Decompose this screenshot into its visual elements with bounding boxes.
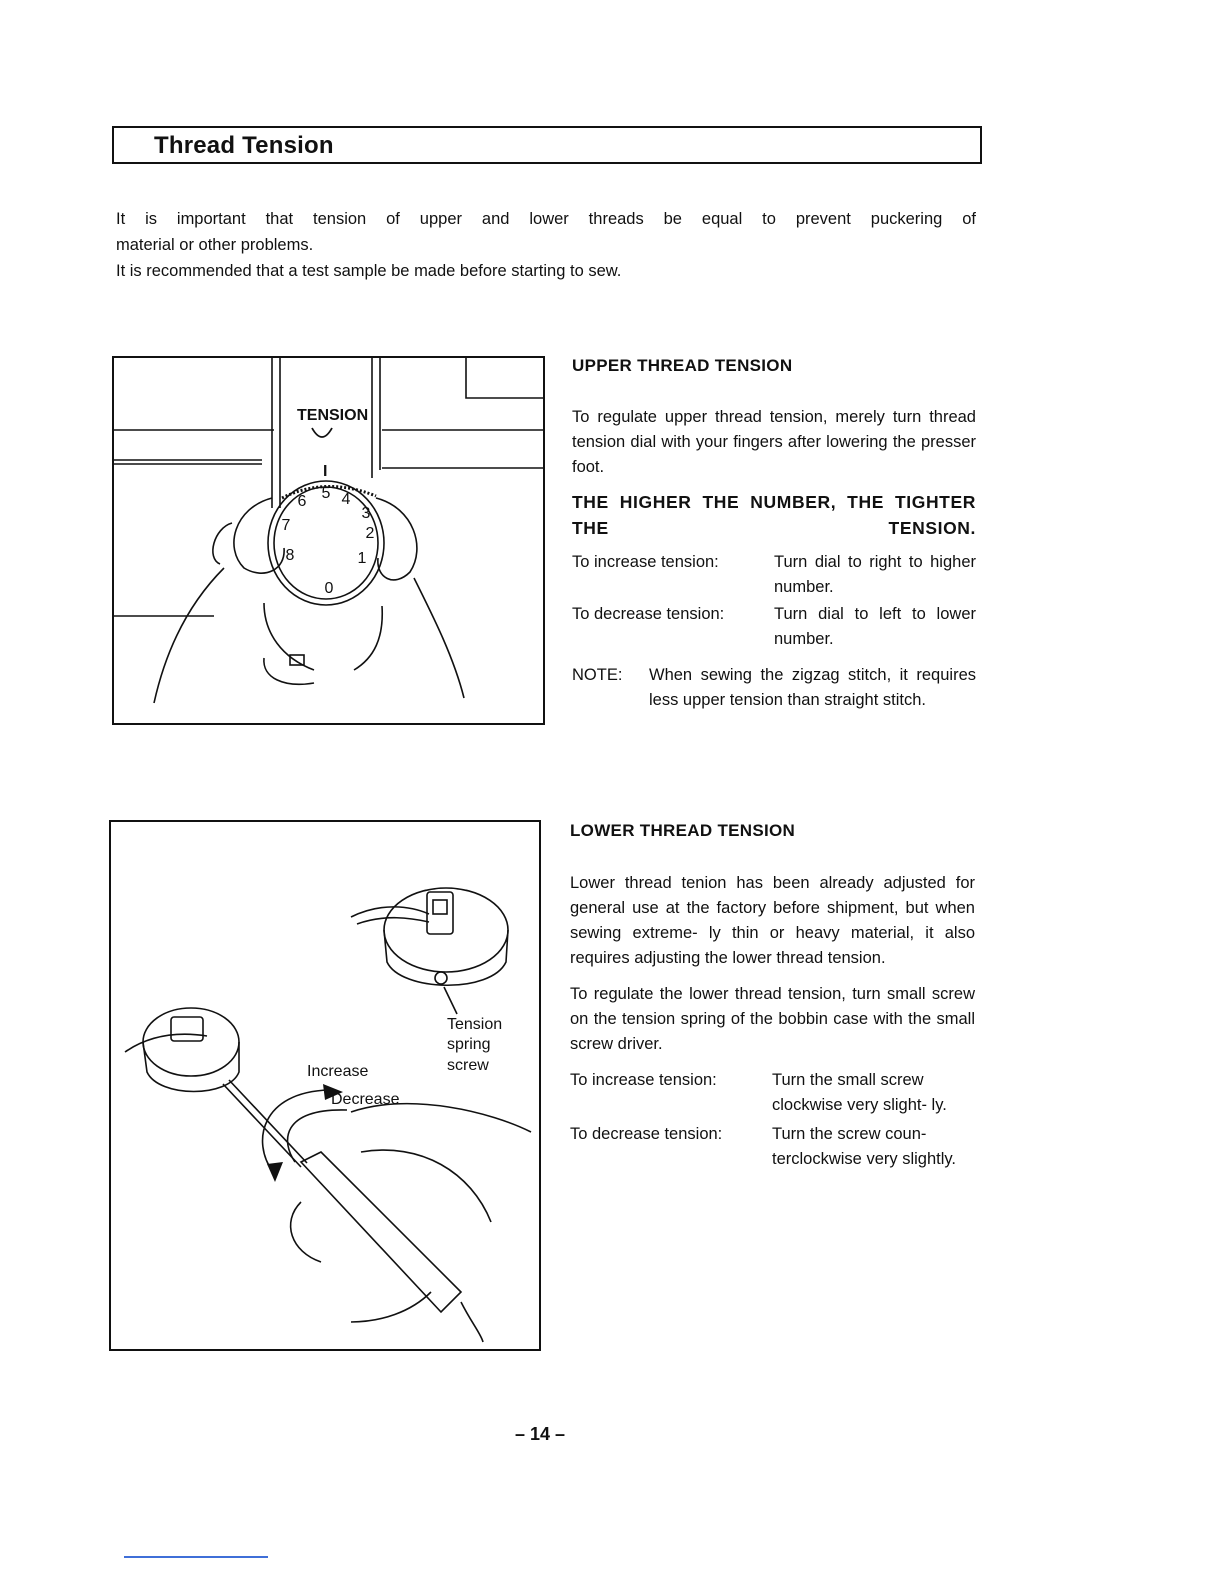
intro-line-2: material or other problems.	[116, 236, 314, 254]
upper-decrease-value: Turn dial to left to lower number.	[774, 605, 976, 648]
dial-label: TENSION	[297, 407, 369, 424]
lower-decrease-row	[570, 1122, 975, 1172]
increase-label: Increase	[307, 1063, 369, 1080]
footer-rule	[124, 1556, 268, 1558]
bobbin-case-illustration	[111, 822, 539, 1349]
lower-tension-section	[570, 818, 975, 1172]
dial-number-7: 7	[281, 517, 291, 534]
upper-tension-section	[572, 353, 976, 713]
intro-text	[116, 206, 976, 284]
turn-arrow-icon	[312, 428, 332, 437]
upper-increase-label: To increase tension:	[572, 553, 719, 571]
upper-increase-value: Turn dial to right to higher number.	[774, 553, 976, 596]
upper-increase-row	[572, 550, 976, 600]
note-label: NOTE:	[572, 666, 623, 684]
section-title: Thread Tension	[154, 132, 334, 159]
upper-tension-figure	[112, 356, 545, 725]
lower-increase-row	[570, 1068, 975, 1118]
lower-tension-figure	[109, 820, 541, 1351]
upper-decrease-row	[572, 602, 976, 652]
spring-label-line-1: Tension	[447, 1016, 503, 1033]
intro-line-3: It is recommended that a test sample be made before starting to sew.	[116, 262, 622, 280]
dial-number-8: 8	[285, 547, 295, 564]
lower-increase-label: To increase tension:	[570, 1071, 717, 1089]
dial-number-4: 4	[341, 491, 351, 508]
upper-tension-emphasis: THE HIGHER THE NUMBER, THE TIGHTER THE TENSION.	[572, 492, 976, 538]
lower-tension-body-2: To regulate the lower thread tension, turn small screw on the tension spring of the bobbin case with the small screw driver.	[570, 985, 975, 1053]
lower-tension-heading: LOWER THREAD TENSION	[570, 821, 796, 840]
spring-label-line-3: screw	[447, 1057, 489, 1074]
lower-decrease-label: To decrease tension:	[570, 1125, 723, 1143]
lower-tension-body-1: Lower thread tenion has been already adjusted for general use at the factory before shipment, but when sewing extreme- ly thin or heavy material, it also requires adjusting the lower thread tension.	[570, 874, 975, 967]
section-header	[112, 126, 982, 164]
lower-decrease-value: Turn the screw coun- terclockwise very slightly.	[772, 1125, 956, 1168]
note-value: When sewing the zigzag stitch, it requires less upper tension than straight stitch.	[649, 666, 976, 709]
intro-line-1: It is important that tension of upper and lower threads be equal to prevent puckering of	[116, 210, 976, 228]
dial-number-2: 2	[365, 525, 375, 542]
dial-index-mark: I	[323, 463, 328, 480]
page-number: – 14 –	[514, 1424, 566, 1444]
dial-number-0: 0	[324, 580, 334, 597]
dial-number-5: 5	[321, 485, 331, 502]
spring-label-line-2: spring	[447, 1036, 491, 1053]
upper-tension-heading: UPPER THREAD TENSION	[572, 356, 793, 375]
dial-number-6: 6	[297, 493, 307, 510]
dial-number-1: 1	[357, 550, 367, 567]
upper-note-row	[572, 663, 976, 713]
lower-increase-value: Turn the small screw clockwise very slight- ly.	[772, 1071, 947, 1114]
tension-dial-illustration	[114, 358, 543, 723]
upper-decrease-label: To decrease tension:	[572, 605, 725, 623]
upper-tension-body: To regulate upper thread tension, merely turn thread tension dial with your fingers after lowering the presser foot.	[572, 408, 976, 476]
decrease-label: Decrease	[331, 1091, 400, 1108]
decrease-arrow-icon	[267, 1162, 283, 1182]
dial-number-3: 3	[361, 505, 371, 522]
